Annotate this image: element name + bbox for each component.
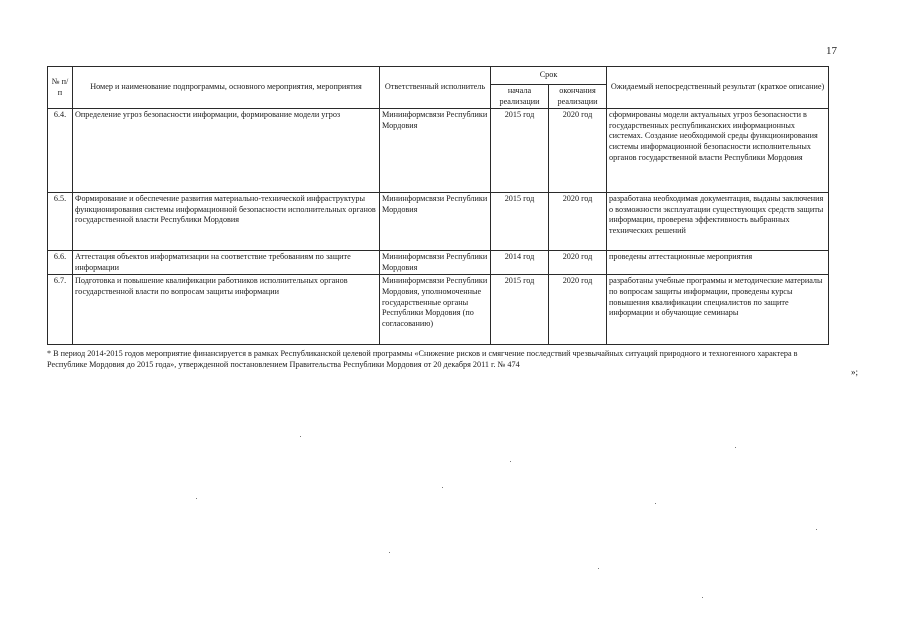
scan-speck [196, 498, 197, 499]
row-num: 6.7. [48, 275, 73, 345]
page-number: 17 [826, 45, 837, 57]
scan-speck [389, 552, 390, 553]
row-result: проведены аттестационные мероприятия [607, 251, 829, 275]
row-executor: Мининформсвязи Республики Мордовия [380, 193, 491, 251]
row-name: Определение угроз безопасности информации, формирование модели угроз [73, 109, 380, 193]
row-executor: Мининформсвязи Республики Мордовия [380, 109, 491, 193]
row-executor: Мининформсвязи Республики Мордовия [380, 251, 491, 275]
row-name: Формирование и обеспечение развития материально-технической инфраструктуры функционирования системы информационной безопасности исполнительных органов государственной власти Республики Мордовия [73, 193, 380, 251]
row-name: Аттестация объектов информатизации на соответствие требованиям по защите информации [73, 251, 380, 275]
footnote: * В период 2014-2015 годов мероприятие финансируется в рамках Республиканской целевой программы «Снижение рисков и смягчение последствий чрезвычайных ситуаций природного и техногенного характера в Республике Мордовия до 2015 года», утвержденной постановлением Правительства Республики Мордовия от 20 декабря 2011 г. № 474 [47, 349, 798, 369]
scan-speck [442, 487, 443, 488]
scan-speck [598, 568, 599, 569]
header-term: Срок [491, 67, 607, 85]
row-result: разработана необходимая документация, выданы заключения о возможности эксплуатации существующих средств защиты информации, проверена эффективность выбранных технических решений [607, 193, 829, 251]
program-table [47, 66, 829, 345]
scan-speck [702, 597, 703, 598]
row-executor: Мининформсвязи Республики Мордовия, уполномоченные государственные органы Республики Мордовия (по согласованию) [380, 275, 491, 345]
scan-speck [816, 529, 817, 530]
scan-speck [735, 447, 736, 448]
row-end: 2020 год [549, 193, 607, 251]
table-row [48, 251, 829, 275]
header-executor: Ответственный исполнитель [380, 67, 491, 109]
header-num: № п/п [48, 67, 73, 109]
row-name: Подготовка и повышение квалификации работников исполнительных органов государственной власти по вопросам защиты информации [73, 275, 380, 345]
header-result: Ожидаемый непосредственный результат (краткое описание) [607, 67, 829, 109]
table-row [48, 193, 829, 251]
row-start: 2014 год [491, 251, 549, 275]
scan-speck [510, 461, 511, 462]
row-result: сформированы модели актуальных угроз безопасности в государственных республиканских информационных системах. Создание необходимой среды функционирования системы информационной безопасности исполнительных органов государственной власти Республики Мордовия [607, 109, 829, 193]
table-row [48, 109, 829, 193]
table-row [48, 275, 829, 345]
header-name: Номер и наименование подпрограммы, основного мероприятия, мероприятия [73, 67, 380, 109]
row-num: 6.5. [48, 193, 73, 251]
row-end: 2020 год [549, 251, 607, 275]
stray-mark: »; [851, 367, 859, 377]
row-start: 2015 год [491, 275, 549, 345]
row-result: разработаны учебные программы и методические материалы по вопросам защиты информации, проведены курсы повышения квалификации специалистов по защите информации и обучающие семинары [607, 275, 829, 345]
row-end: 2020 год [549, 109, 607, 193]
scan-speck [655, 503, 656, 504]
row-start: 2015 год [491, 109, 549, 193]
row-num: 6.4. [48, 109, 73, 193]
row-num: 6.6. [48, 251, 73, 275]
scan-speck [300, 436, 301, 437]
row-end: 2020 год [549, 275, 607, 345]
row-start: 2015 год [491, 193, 549, 251]
header-start: начала реализации [491, 85, 549, 109]
header-end: окончания реализации [549, 85, 607, 109]
